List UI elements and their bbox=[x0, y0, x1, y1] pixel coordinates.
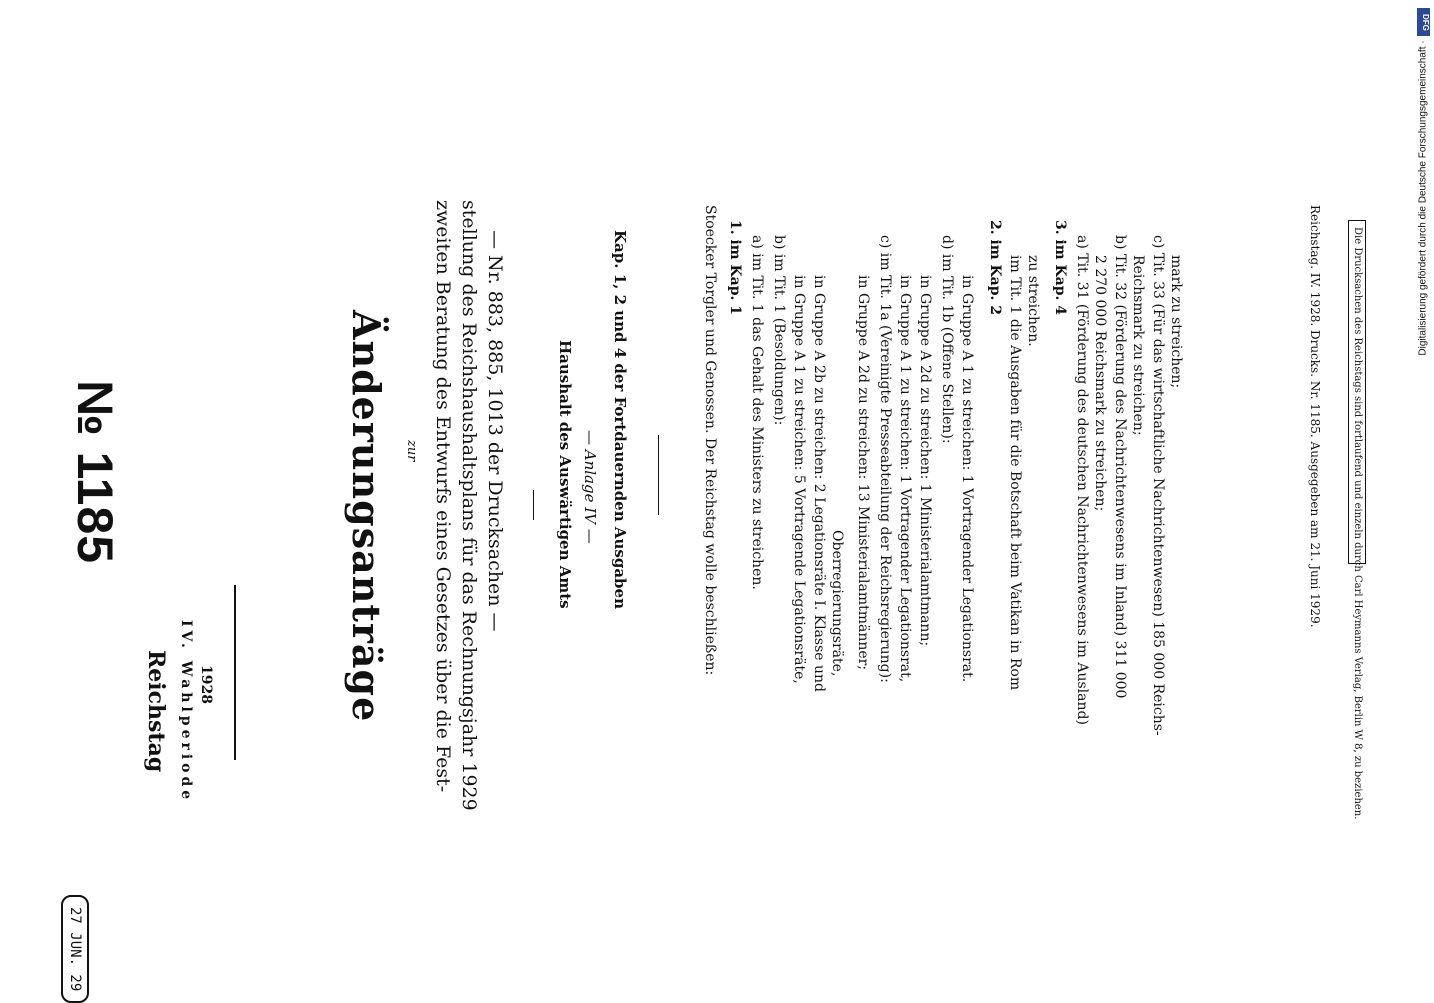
section-title: Haushalt des Auswärtigen Amts bbox=[556, 340, 574, 609]
motion-line-21: c) Tit. 33 (Für das wirtschaftliche Nachrichtenwesen) 185 000 Reichs- bbox=[1150, 235, 1166, 736]
intro-line-3: — Nr. 883, 885, 1013 der Drucksachen — bbox=[484, 230, 506, 632]
document-heading: Änderungsanträge bbox=[344, 310, 389, 723]
motion-line-12: in Gruppe A 1 zu streichen: 1 Vortragender Legationsrat. bbox=[959, 275, 975, 683]
motion-line-11: d) im Tit. 1b (Offene Stellen): bbox=[939, 235, 955, 444]
motion-line-1: 1. im Kap. 1 bbox=[727, 220, 743, 316]
year: 1928 bbox=[198, 665, 214, 704]
intro-line-1: zweiten Beratung des Entwurfs eines Gesetzes über die Fest- bbox=[432, 200, 454, 793]
dfg-logo: DFG bbox=[1417, 8, 1430, 36]
title-divider bbox=[533, 490, 534, 520]
margin-note-text: Digitalisierung gefördert durch die Deutsche Forschungsgemeinschaft · bbox=[1417, 40, 1429, 356]
footer-box: Die Drucksachen des Reichstags sind fortlaufend und einzeln durch Carl Heymanns Verlag, Berlin W 8, zu beziehen. bbox=[1348, 220, 1366, 564]
parliament-name: Reichstag bbox=[143, 650, 169, 773]
motion-line-9: in Gruppe A 1 zu streichen: 1 Vortragender Legationsrat, bbox=[897, 275, 913, 683]
motion-line-10: in Gruppe A 2d zu streichen: 1 Ministerialamtmann; bbox=[917, 275, 933, 647]
margin-note bbox=[1414, 8, 1432, 388]
motion-line-16: 3. im Kap. 4 bbox=[1052, 220, 1068, 316]
motion-line-5: in Gruppe A 2b zu streichen: 2 Legationsräte I. Klasse und bbox=[811, 275, 827, 693]
motion-line-18: 2 270 000 Reichsmark zu streichen; bbox=[1092, 255, 1108, 512]
motion-line-14: im Tit. 1 die Ausgaben für die Botschaft beim Vatikan in Rom bbox=[1007, 255, 1023, 691]
intro-line-2: stellung des Reichshaushaltsplans für das Rechnungsjahr 1929 bbox=[458, 200, 480, 811]
motion-line-13: 2. im Kap. 2 bbox=[987, 220, 1003, 316]
motion-line-15: zu streichen. bbox=[1025, 255, 1041, 347]
motion-intro: Stoecker Torgler und Genossen. Der Reichstag wolle beschließen: bbox=[702, 205, 718, 676]
motion-line-7: in Gruppe A 2d zu streichen: 13 Ministerialamtmänner; bbox=[855, 275, 871, 671]
header-rule bbox=[234, 585, 236, 760]
date-stamp: 27 JUN. 29 bbox=[61, 895, 89, 1003]
annex-label: — Anlage IV — bbox=[581, 430, 599, 544]
motion-line-2: a) im Tit. 1 das Gehalt des Ministers zu streichen. bbox=[749, 235, 765, 590]
footer-line: Reichstag. IV. 1928. Drucks. Nr. 1185. Ausgegeben am 21. Juni 1929. bbox=[1308, 205, 1322, 628]
motion-line-4: in Gruppe A 1 zu streichen: 5 Vortragende Legationsräte, bbox=[791, 275, 807, 684]
chapter-label: Kap. 1, 2 und 4 der Fortdauernden Ausgaben bbox=[611, 230, 629, 609]
motion-line-19: b) Tit. 32 (Förderung des Nachrichtenwesens im Inland) 311 000 bbox=[1112, 235, 1128, 699]
motion-line-3: b) im Tit. 1 (Besoldungen): bbox=[771, 235, 787, 426]
section-divider bbox=[658, 435, 659, 515]
electoral-period: IV. Wahlperiode bbox=[178, 620, 194, 804]
document-number: № 1185 bbox=[67, 380, 123, 565]
motion-line-6: Oberregierungsräte, bbox=[829, 530, 845, 677]
motion-line-17: a) Tit. 31 (Förderung des deutschen Nachrichtenwesens im Ausland) bbox=[1074, 235, 1090, 725]
motion-line-20: Reichsmark zu streichen; bbox=[1130, 255, 1146, 436]
motion-line-8: c) im Tit. 1a (Vereinigte Presseabteilung der Reichsregierung): bbox=[877, 235, 893, 683]
motion-line-22: mark zu streichen; bbox=[1168, 255, 1184, 389]
zur-label: zur bbox=[404, 440, 419, 462]
